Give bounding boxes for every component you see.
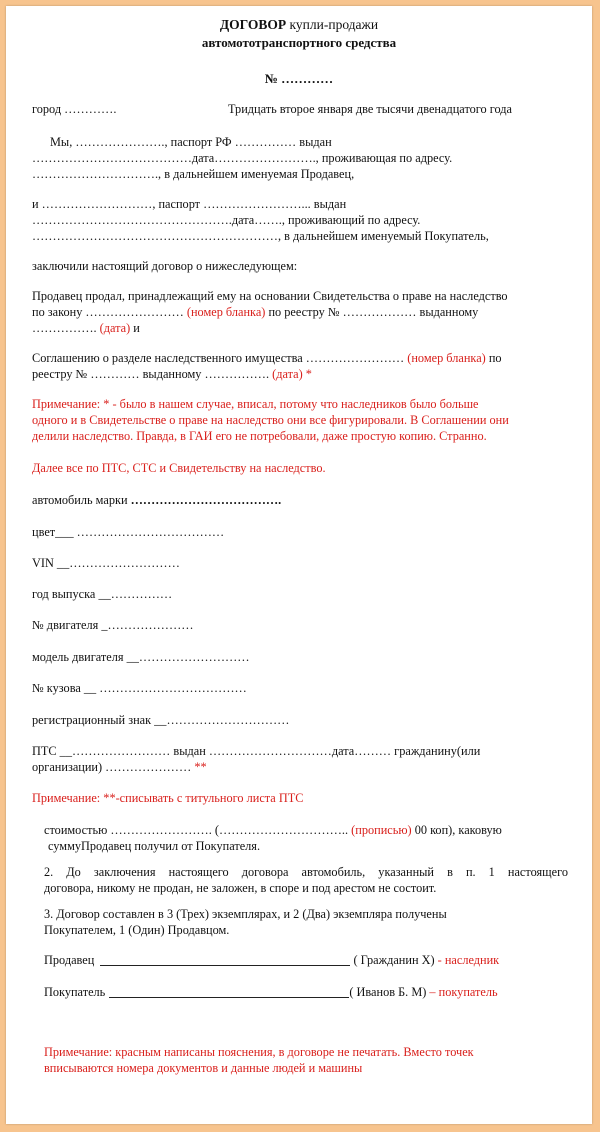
inheritance-line-1: Продавец продал, принадлежащий ему на основании Свидетельства о праве на наследство bbox=[32, 289, 508, 303]
buyer-line-3: ……………………………………………………, в дальнейшем именуемый Покупатель, bbox=[32, 229, 489, 243]
car-vin-field: VIN __……………………… bbox=[32, 556, 180, 570]
seller-signature-row: Продавец ( Гражданин Х) - наследник bbox=[44, 953, 500, 967]
agreement-text: заключили настоящий договор о нижеследующем: bbox=[32, 259, 298, 273]
note-3-line-2: вписываются номера документов и данные людей и машины bbox=[44, 1061, 363, 1075]
contract-number: № ………… bbox=[264, 71, 334, 86]
car-color-field: цвет___ ……………………………… bbox=[32, 525, 225, 539]
note-3-line-1: Примечание: красным написаны пояснения, в договоре не печатать. Вместо точек bbox=[44, 1045, 474, 1059]
hint-blank-number-2: (номер бланка) bbox=[407, 351, 486, 365]
buyer-role-hint: – покупатель bbox=[426, 985, 498, 999]
city-field: город …………. bbox=[32, 102, 117, 116]
buyer-line-2: ………………………………………….дата……., проживающий по адресу. bbox=[32, 213, 421, 227]
note-2: Примечание: **-списывать с титульного листа ПТС bbox=[32, 791, 304, 805]
clause-2-line-1: 2. До заключения настоящего договора автомобиль, указанный в п. 1 настоящего bbox=[44, 865, 568, 879]
hint-date-2: (дата) * bbox=[272, 367, 312, 381]
hint-pts-asterisks: ** bbox=[194, 760, 207, 774]
hint-blank-number: (номер бланка) bbox=[186, 305, 266, 319]
division-line-1: Соглашению о разделе наследственного имущества …………………… (номер бланка) по bbox=[32, 351, 502, 365]
note-1-line-1: Примечание: * - было в нашем случае, вписал, потому что наследников было больше bbox=[32, 397, 479, 411]
note-1-line-3: делили наследство. Правда, в ГАИ его не потребовали, даже простую копию. Странно. bbox=[32, 429, 487, 443]
buyer-signature-line bbox=[109, 985, 349, 998]
engine-model-field: модель двигателя __……………………… bbox=[32, 650, 250, 664]
price-line-2: суммуПродавец получил от Покупателя. bbox=[48, 839, 261, 853]
inheritance-line-3: ……………. (дата) и bbox=[32, 321, 140, 335]
seller-line-1: Мы, …………………., паспорт РФ …………… выдан bbox=[50, 135, 332, 149]
seller-signature-line bbox=[100, 953, 350, 966]
buyer-signature-row: Покупатель ( Иванов Б. М) – покупатель bbox=[44, 985, 498, 999]
contract-sheet bbox=[6, 6, 592, 1124]
seller-role-hint: - наследник bbox=[434, 953, 500, 967]
division-line-2: реестру № ………… выданному ……………. (дата) * bbox=[32, 367, 312, 381]
pts-line-1: ПТС __…………………… выдан …………………………дата……… гражданину(или bbox=[32, 744, 481, 758]
contract-date: Тридцать второе января две тысячи двенадцатого года bbox=[228, 102, 513, 116]
body-number-field: № кузова __ ……………………………… bbox=[32, 681, 247, 695]
hint-in-words: (прописью) bbox=[351, 823, 412, 837]
inheritance-line-2: по закону …………………… (номер бланка) по реестру № ……………… выданному bbox=[32, 305, 479, 319]
clause-3-line-1: 3. Договор составлен в 3 (Трех) экземплярах, и 2 (Два) экземпляра получены bbox=[44, 907, 447, 921]
engine-number-field: № двигателя _………………… bbox=[32, 618, 194, 632]
car-brand-field: автомобиль марки ………………………………. bbox=[32, 493, 282, 507]
seller-line-2: …………………………………дата……………………., проживающая по адресу. bbox=[32, 151, 453, 165]
price-line-1: стоимостью ……………………. (………………………….. (прописью) 00 коп), каковую bbox=[44, 823, 502, 837]
contract-subtitle: автомототранспортного средства bbox=[201, 35, 397, 50]
contract-title: ДОГОВОР купли-продажи bbox=[219, 17, 379, 32]
further-note: Далее все по ПТС, СТС и Свидетельству на наследство. bbox=[32, 461, 326, 475]
clause-3-line-2: Покупателем, 1 (Один) Продавцом. bbox=[44, 923, 230, 937]
hint-date: (дата) bbox=[99, 321, 131, 335]
note-1-line-2: одного и в Свидетельстве о праве на наследство они все фигурировали. В Соглашении они bbox=[32, 413, 509, 427]
buyer-line-1: и ………………………, паспорт ……………………... выдан bbox=[32, 197, 347, 211]
seller-line-3: …………………………., в дальнейшем именуемая Продавец, bbox=[32, 167, 355, 181]
car-year-field: год выпуска __…………… bbox=[32, 587, 173, 601]
pts-line-2: организации) ………………… ** bbox=[32, 760, 207, 774]
clause-2-line-2: договора, никому не продан, не заложен, в споре и под арестом не состоит. bbox=[44, 881, 437, 895]
reg-sign-field: регистрационный знак __………………………… bbox=[32, 713, 290, 727]
